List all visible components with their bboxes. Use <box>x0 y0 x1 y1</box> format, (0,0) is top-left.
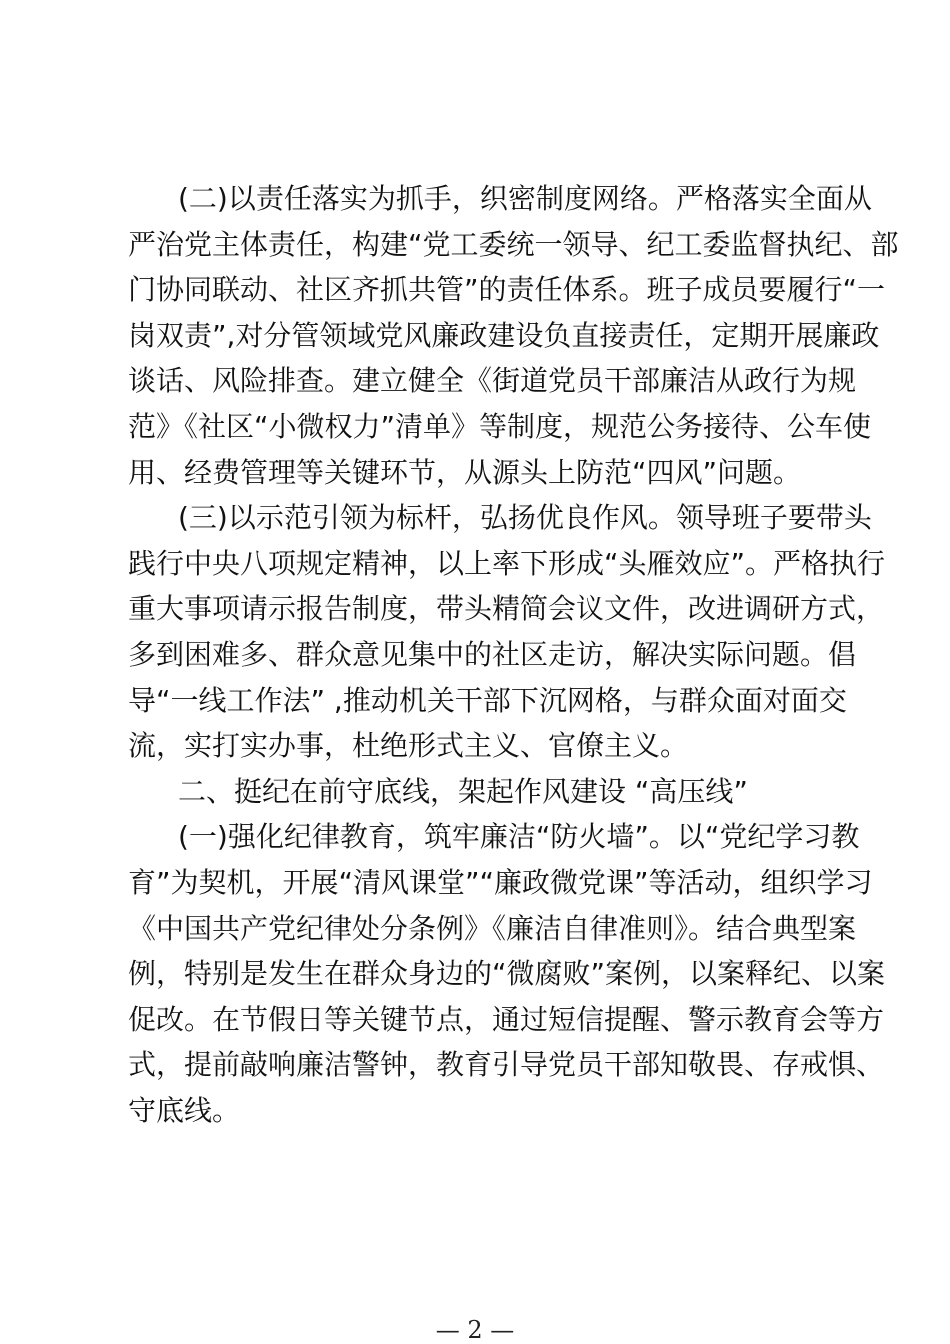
paragraph-demonstration-line-4: 多到困难多、群众意见集中的社区走访，解决实际问题。倡 <box>128 637 857 671</box>
paragraph-demonstration-line-2: 践行中央八项规定精神，以上率下形成“头雁效应”。严格执行 <box>128 546 886 580</box>
paragraph-responsibility-line-4: 岗双责”,对分管领域党风廉政建设负直接责任，定期开展廉政 <box>128 318 880 352</box>
paragraph-demonstration-line-1: (三)以示范引领为标杆，弘扬优良作风。领导班子要带头 <box>178 501 872 535</box>
page-number: — 2 — <box>435 1316 515 1344</box>
paragraph-responsibility-line-6: 范》《社区“小微权力”清单》等制度，规范公务接待、公车使 <box>128 409 872 443</box>
paragraph-discipline-line-1: (一)强化纪律教育，筑牢廉洁“防火墙”。以“党纪学习教 <box>178 820 860 854</box>
paragraph-responsibility-line-5: 谈话、风险排查。建立健全《街道党员干部廉洁从政行为规 <box>128 364 857 398</box>
section-heading-two: 二、挺纪在前守底线，架起作风建设 “高压线” <box>178 774 748 808</box>
paragraph-discipline-line-3: 《中国共产党纪律处分条例》《廉洁自律准则》。结合典型案 <box>128 911 857 945</box>
paragraph-demonstration-line-6: 流，实打实办事，杜绝形式主义、官僚主义。 <box>128 729 689 763</box>
paragraph-discipline-line-4: 例，特别是发生在群众身边的“微腐败”案例，以案释纪、以案 <box>128 957 886 991</box>
paragraph-discipline-line-2: 育”为契机，开展“清风课堂”“廉政微党课”等活动，组织学习 <box>128 865 873 899</box>
paragraph-demonstration-line-5: 导“一线工作法” ,推动机关干部下沉网格，与群众面对面交 <box>128 683 847 717</box>
paragraph-responsibility-line-3: 门协同联动、社区齐抓共管”的责任体系。班子成员要履行“一 <box>128 273 886 307</box>
paragraph-responsibility-line-7: 用、经费管理等关键环节，从源头上防范“四风”问题。 <box>128 455 802 489</box>
paragraph-discipline-line-5: 促改。在节假日等关键节点，通过短信提醒、警示教育会等方 <box>128 1002 885 1036</box>
paragraph-responsibility-line-1: (二)以责任落实为抓手，织密制度网络。严格落实全面从 <box>178 182 872 215</box>
paragraph-responsibility-line-2: 严治党主体责任，构建“党工委统一领导、纪工委监督执纪、部 <box>128 227 899 261</box>
body-text <box>128 176 899 1133</box>
paragraph-discipline-line-6: 式，提前敲响廉洁警钟，教育引导党员干部知敬畏、存戒惧、 <box>128 1048 885 1082</box>
paragraph-demonstration-line-3: 重大事项请示报告制度，带头精简会议文件，改进调研方式， <box>128 592 885 626</box>
paragraph-discipline-line-7: 守底线。 <box>128 1093 241 1127</box>
